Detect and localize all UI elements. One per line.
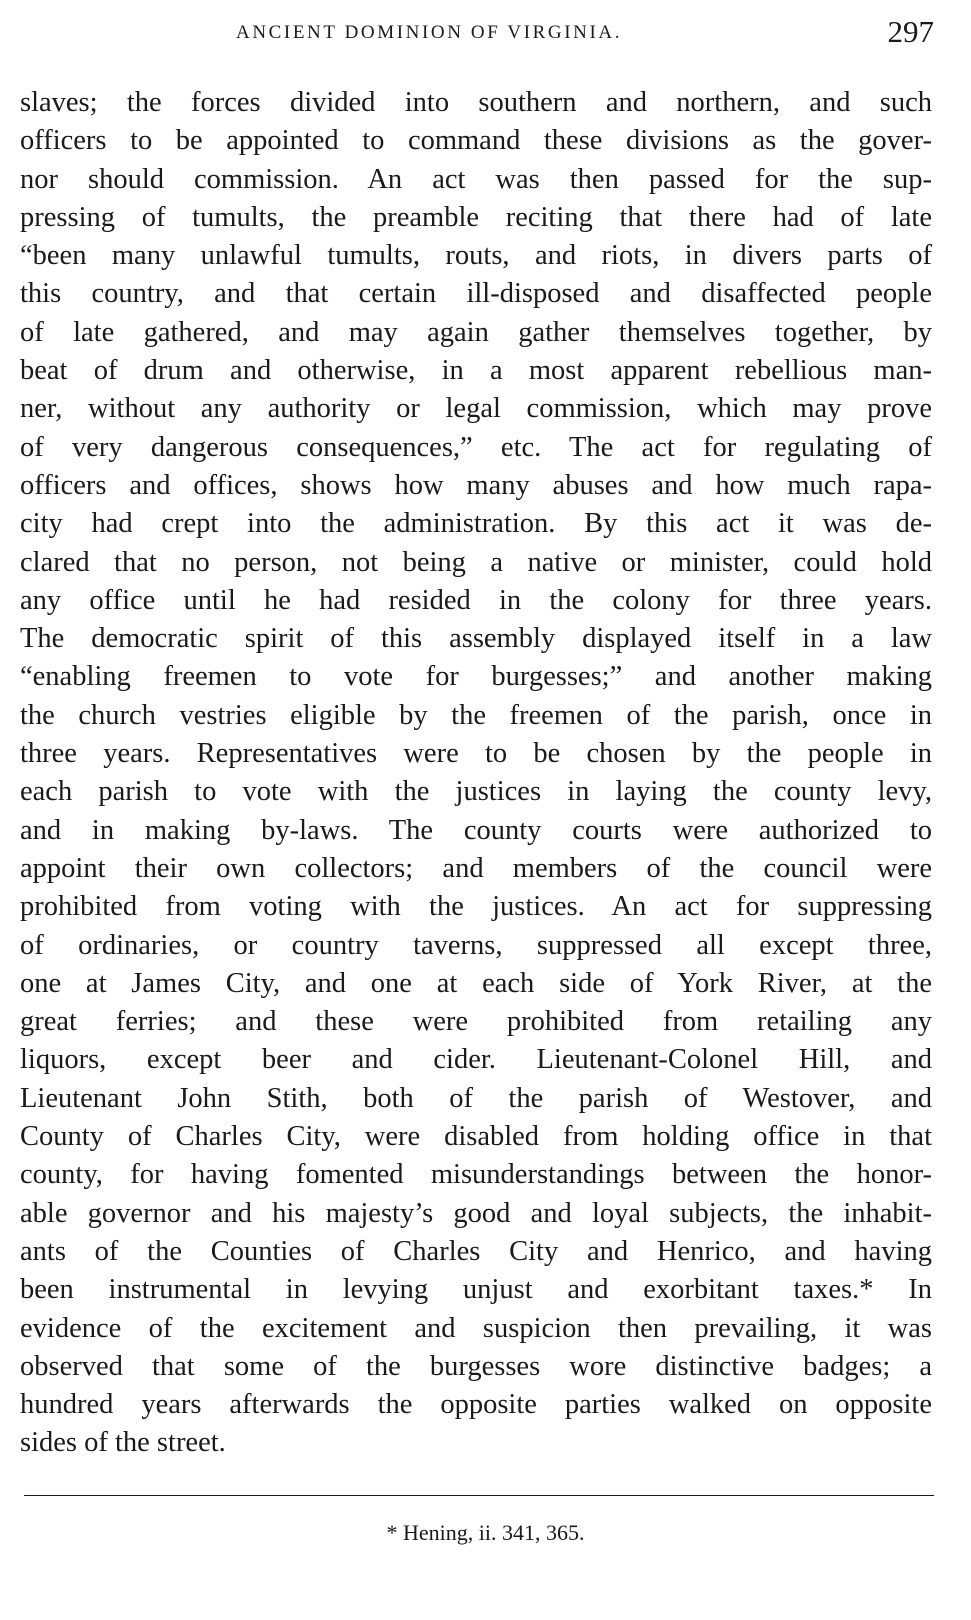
- text-line: and in making by-laws. The county courts were authorized to: [20, 814, 932, 846]
- text-line: observed that some of the burgesses wore distinctive badges; a: [20, 1350, 932, 1382]
- text-line: one at James City, and one at each side of York River, at the: [20, 967, 932, 999]
- text-line: sides of the street.: [20, 1427, 226, 1459]
- text-line: ner, without any authority or legal commission, which may prove: [20, 393, 932, 425]
- text-line: prohibited from voting with the justices. An act for suppressing: [20, 891, 932, 923]
- text-line: liquors, except beer and cider. Lieutenant-Colonel Hill, and: [20, 1044, 932, 1076]
- text-line: beat of drum and otherwise, in a most apparent rebellious man-: [20, 355, 932, 387]
- text-line: The democratic spirit of this assembly displayed itself in a law: [20, 623, 932, 655]
- text-line: this country, and that certain ill-disposed and disaffected people: [20, 278, 932, 310]
- text-line: county, for having fomented misunderstandings between the honor-: [20, 1159, 932, 1191]
- text-line: evidence of the excitement and suspicion then prevailing, it was: [20, 1312, 932, 1344]
- text-line: pressing of tumults, the preamble reciting that there had of late: [20, 201, 932, 233]
- text-line: the church vestries eligible by the freemen of the parish, once in: [20, 699, 932, 731]
- text-line: any office until he had resided in the colony for three years.: [20, 584, 932, 616]
- text-line: “been many unlawful tumults, routs, and riots, in divers parts of: [20, 240, 932, 272]
- text-line: Lieutenant John Stith, both of the parish of Westover, and: [20, 1082, 932, 1114]
- text-line: nor should commission. An act was then passed for the sup-: [20, 163, 932, 195]
- text-line: of very dangerous consequences,” etc. The act for regulating of: [20, 431, 932, 463]
- footnote: * Hening, ii. 341, 365.: [386, 1520, 585, 1545]
- running-head: [20, 14, 934, 50]
- text-line: each parish to vote with the justices in laying the county levy,: [20, 776, 932, 808]
- text-line: hundred years afterwards the opposite parties walked on opposite: [20, 1389, 932, 1421]
- text-line: officers and offices, shows how many abuses and how much rapa-: [20, 469, 932, 501]
- text-line: clared that no person, not being a native or minister, could hold: [20, 546, 932, 578]
- text-line: County of Charles City, were disabled from holding office in that: [20, 1121, 932, 1153]
- footnote-rule: [24, 1495, 934, 1496]
- text-line: been instrumental in levying unjust and exorbitant taxes.* In: [20, 1274, 932, 1306]
- body-paragraph: [20, 84, 932, 1463]
- text-line: appoint their own collectors; and members of the council were: [20, 852, 932, 884]
- text-line: ants of the Counties of Charles City and Henrico, and having: [20, 1235, 932, 1267]
- text-line: “enabling freemen to vote for burgesses;” and another making: [20, 661, 932, 693]
- text-line: able governor and his majesty’s good and loyal subjects, the inhabit-: [20, 1197, 932, 1229]
- text-line: of late gathered, and may again gather themselves together, by: [20, 316, 932, 348]
- text-line: of ordinaries, or country taverns, suppressed all except three,: [20, 929, 932, 961]
- text-line: officers to be appointed to command these divisions as the gover-: [20, 125, 932, 157]
- text-line: three years. Representatives were to be chosen by the people in: [20, 738, 932, 770]
- text-line: slaves; the forces divided into southern and northern, and such: [20, 87, 932, 118]
- running-title: ANCIENT DOMINION OF VIRGINIA.: [236, 22, 623, 43]
- page-number: 297: [887, 14, 934, 49]
- text-line: city had crept into the administration. By this act it was de-: [20, 508, 932, 540]
- text-line: great ferries; and these were prohibited from retailing any: [20, 1006, 932, 1038]
